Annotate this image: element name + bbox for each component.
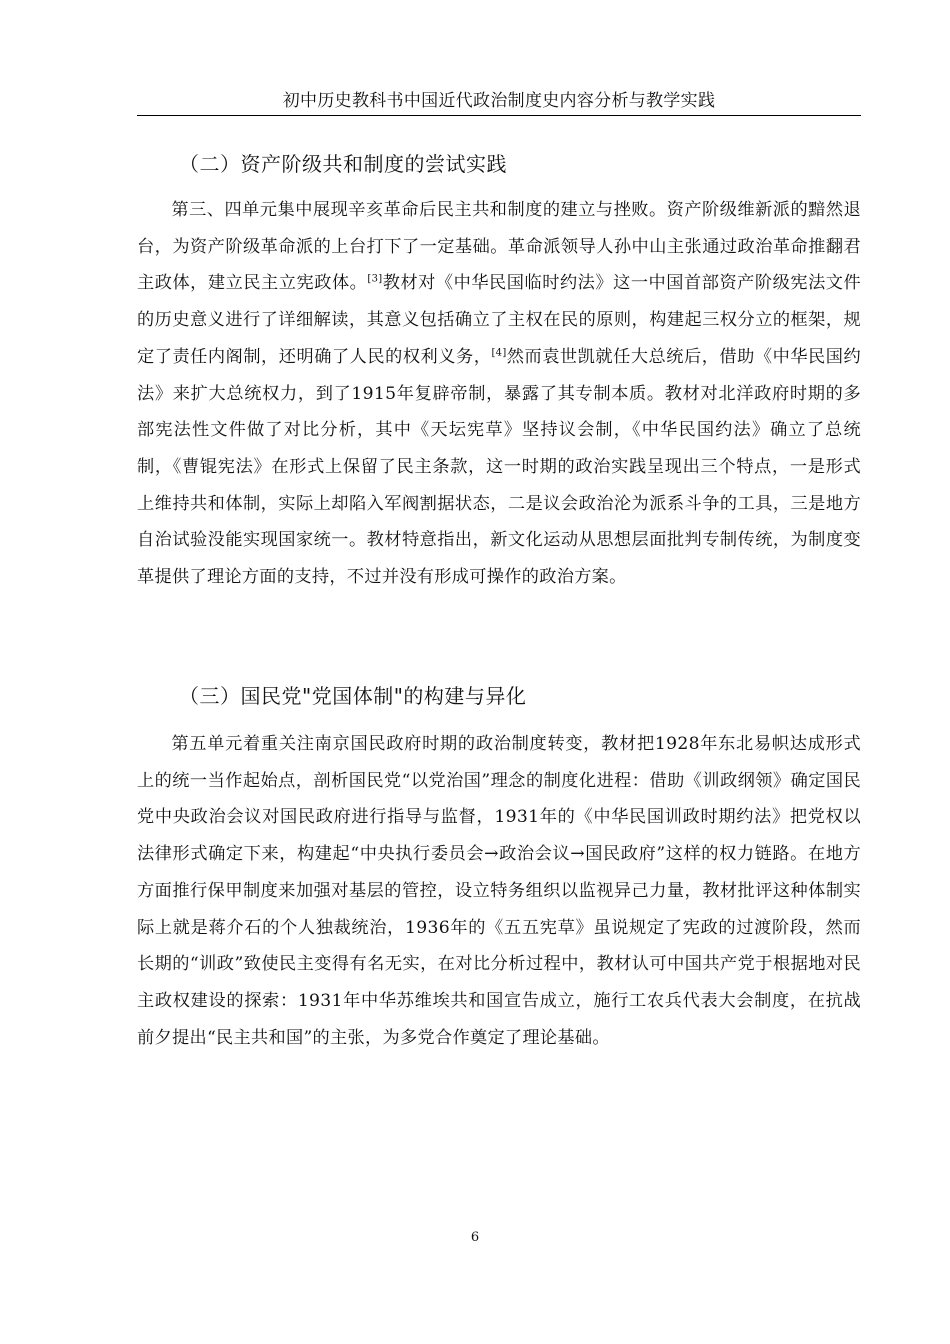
paragraph-text: 然而袁世凯就任大总统后，借助《中华民国约法》来扩大总统权力，到了1915年复辟帝制，暴露了其专制本质。教材对北洋政府时期的多部宪法性文件做了对比分析，其中《天坛宪草》坚持议会制，《中华民国约法》确立了总统制，《曹锟宪法》在形式上保留了民主条款，这一时期的政治实践呈现出三个特点，一是形式上维持共和体制，实际上却陷入军阀割据状态，二是议会政治沦为派系斗争的工具，三是地方自治试验没能实现国家统一。教材特意指出，新文化运动从思想层面批判专制传统，为制度变革提供了理论方面的支持，不过并没有形成可操作的政治方案。 bbox=[137, 346, 861, 588]
body-paragraph-section-3: 第五单元着重关注南京国民政府时期的政治制度转变，教材把1928年东北易帜达成形式上的统一当作起始点，剖析国民党“以党治国”理念的制度化进程：借助《训政纲领》确定国民党中央政治会议对国民政府进行指导与监督，1931年的《中华民国训政时期约法》把党权以法律形式确定下来，构建起“中央执行委员会→政治会议→国民政府”这样的权力链路。在地方方面推行保甲制度来加强对基层的管控，设立特务组织以监视异己力量，教材批评这种体制实际上就是蒋介石的个人独裁统治，1936年的《五五宪草》虽说规定了宪政的过渡阶段，然而长期的“训政”致使民主变得有名无实，在对比分析过程中，教材认可中国共产党于根据地对民主政权建设的探索：1931年中华苏维埃共和国宣告成立，施行工农兵代表大会制度，在抗战前夕提出“民主共和国”的主张，为多党合作奠定了理论基础。 bbox=[137, 734, 861, 1048]
section-heading-2: （二）资产阶级共和制度的尝试实践 bbox=[179, 152, 507, 176]
section-heading-3: （三）国民党"党国体制"的构建与异化 bbox=[179, 684, 527, 708]
paragraph-text: 第三、四单元集中展现辛亥革命后民主共和制度的建立与挫败。资产阶级维新派的黯然退台，为资产阶级革命派的上台打下了一定基础。革命派领导人孙中山主张通过政治革命推翻君主政体，建立民主立宪政体。 bbox=[137, 200, 861, 294]
citation-ref[interactable]: [4] bbox=[491, 347, 507, 359]
body-paragraph-section-2 bbox=[137, 192, 861, 596]
paragraph-text: 教材对《中华民国临时约法》这一中国首部资产阶级宪法文件的历史意义进行了详细解读，其意义包括确立了主权在民的原则，构建起三权分立的框架，规定了责任内阁制，还明确了人民的权利义务， bbox=[137, 273, 861, 367]
page-number: 6 bbox=[470, 1230, 480, 1245]
running-header: 初中历史教科书中国近代政治制度史内容分析与教学实践 bbox=[137, 86, 861, 116]
citation-ref[interactable]: [3] bbox=[367, 273, 383, 285]
